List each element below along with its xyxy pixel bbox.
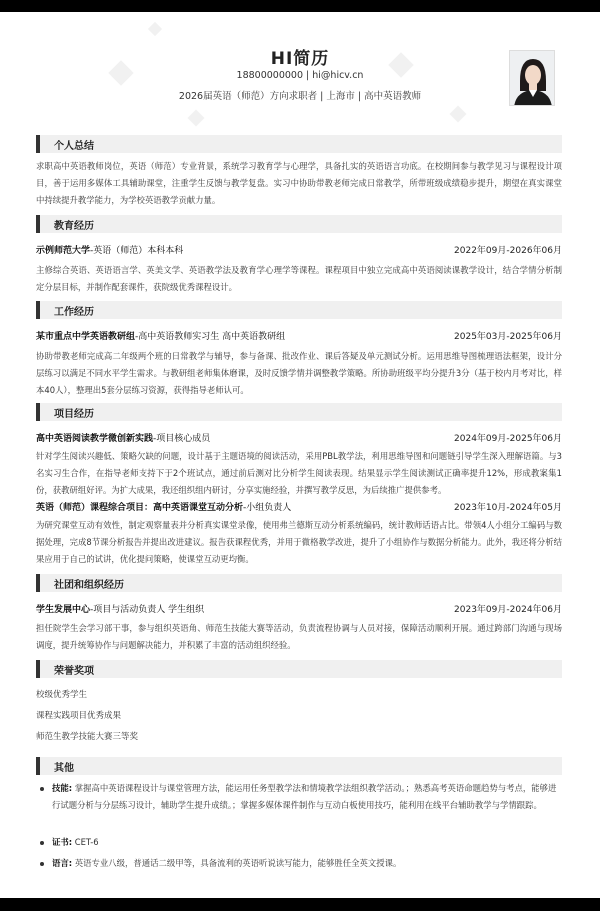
bullet-icon: [40, 787, 44, 791]
project-role: -小组负责人: [243, 503, 292, 513]
entry-title: [36, 431, 210, 444]
profile-photo: [509, 50, 555, 106]
club-entry-header: [36, 602, 562, 616]
school-detail: -英语（师范）本科本科: [90, 246, 184, 256]
job-intent-line: 2026届英语（师范）方向求职者 | 上海市 | 高中英语教师: [178, 91, 422, 102]
organization-name: 学生发展中心: [36, 605, 91, 615]
entry-date: 2024年09月-2025年06月: [454, 434, 562, 444]
item-label: 技能:: [52, 783, 73, 793]
entry-date: 2023年10月-2024年05月: [454, 503, 562, 513]
other-skills-item: [36, 780, 562, 832]
other-language-item: [36, 855, 562, 872]
project-name: 高中英语阅读教学微创新实践: [36, 434, 154, 444]
section-header-summary: [36, 135, 562, 153]
school-name: 示例师范大学: [36, 246, 91, 256]
section-title: 其他: [54, 763, 74, 774]
project-description: 针对学生阅读兴趣低、策略欠缺的问题，设计基于主题语境的阅读活动，采用PBL教学法，利用思维导图和问题链引导学生深入理解语篇。与3名实习生合作，在指导老师支持下于2个班试点，通过前后测对比分析学生阅读表现。结果显示学生阅读测试正确率提升12%，形成教案集1份，获教研组好评。为扩大成果，我还组织组内研讨，分享实施经验，并撰写教学反思，为后续推广提供参考。: [36, 451, 562, 495]
club-description: 担任院学生会学习部干事，参与组织英语角、师范生技能大赛等活动，负责流程协调与人员对接，保障活动顺利开展。通过跨部门沟通与现场调度，提升统筹协作与问题解决能力，并积累了丰富的活动组织经验。: [36, 623, 562, 650]
education-description: 主修综合英语、英语语言学、英美文学、英语教学法及教育学心理学等课程。课程项目中独立完成高中英语阅读课教学设计，结合学情分析制定分层目标，并制作配套课件，获院级优秀课程设计。: [36, 265, 562, 292]
club-role: -项目与活动负责人 学生组织: [90, 605, 205, 615]
project-entry-header: [36, 500, 562, 514]
section-title: 项目经历: [54, 409, 94, 420]
job-detail: -高中英语教师实习生 高中英语教研组: [135, 332, 286, 342]
candidate-name: HI简历: [270, 49, 330, 69]
employer-name: 某市重点中学英语教研组: [36, 332, 136, 342]
project-role: -项目核心成员: [153, 434, 211, 444]
resume-page: [0, 12, 600, 898]
section-title: 工作经历: [54, 307, 94, 318]
section-title: 个人总结: [54, 141, 94, 152]
bullet-icon: [40, 862, 44, 866]
education-entry-header: [36, 243, 562, 257]
entry-title: [36, 500, 291, 513]
person-portrait-icon: [510, 51, 555, 106]
other-certificate-item: [36, 834, 562, 851]
award-item: 校级优秀学生: [36, 690, 88, 700]
project-entry-header: [36, 431, 562, 445]
section-title: 教育经历: [54, 221, 94, 232]
work-description: 协助带教老师完成高二年级两个班的日常教学与辅导，参与备课、批改作业、课后答疑及单元测试分析。运用思维导图梳理语法框架，设计分层练习以满足不同水平学生需求。与教研组老师集体磨课，及时反馈学情并调整教学策略。所协助班级平均分提升3分（基于校内月考对比，样本40人），整理出5套分层练习资源，获得指导老师认可。: [36, 351, 562, 395]
bullet-text: [52, 780, 562, 814]
entry-date: 2023年09月-2024年06月: [454, 605, 562, 615]
item-label: 语言:: [52, 858, 73, 868]
section-header-work: [36, 301, 562, 319]
section-header-other: [36, 757, 562, 775]
section-header-clubs: [36, 574, 562, 592]
bullet-icon: [40, 841, 44, 845]
section-title: 社团和组织经历: [54, 580, 124, 591]
section-header-education: [36, 215, 562, 233]
contact-line: 18800000000 | hi@hicv.cn: [236, 70, 364, 81]
item-value: 掌握高中英语课程设计与课堂管理方法，能运用任务型教学法和情境教学法组织教学活动。；熟悉高考英语命题趋势与考点，能够进行试题分析与分层练习设计，辅助学生提升成绩。；掌握多媒体课件制作与互动白板使用技巧，能利用在线平台辅助教学与学情跟踪。: [52, 783, 557, 810]
project-description: 为研究课堂互动有效性，制定观察量表并分析真实课堂录像，使用弗兰德斯互动分析系统编码，统计教师话语占比。带领4人小组分工编码与数据处理，完成8节课分析报告并提出改进建议。报告获课程优秀，并用于微格教学改进，提升了小组协作与数据分析能力。此外，我还将分析结果应用于自己的试讲，优化提问策略，使课堂互动更均衡。: [36, 520, 562, 564]
entry-title: [36, 602, 204, 615]
award-item: 课程实践项目优秀成果: [36, 711, 122, 721]
entry-date: 2022年09月-2026年06月: [454, 246, 562, 256]
section-title: 荣誉奖项: [54, 666, 94, 677]
award-item: 师范生教学技能大赛三等奖: [36, 732, 139, 742]
work-entry-header: [36, 329, 562, 343]
bullet-text: [52, 855, 562, 872]
item-label: 证书:: [52, 837, 73, 847]
section-header-projects: [36, 403, 562, 421]
item-value: CET-6: [72, 837, 99, 847]
entry-date: 2025年03月-2025年06月: [454, 332, 562, 342]
item-value: 英语专业八级，普通话二级甲等，具备流利的英语听说读写能力，能够胜任全英文授课。: [72, 858, 402, 868]
summary-text: 求职高中英语教师岗位，英语（师范）专业背景，系统学习教育学与心理学，具备扎实的英语语言功底。在校期间参与教学见习与课程设计项目，善于运用多媒体工具辅助课堂，注重学生反馈与教学复盘。实习中协助带教老师完成日常教学，所带班级成绩稳步提升，期望在真实课堂中持续提升教学能力，为学校英语教学贡献力量。: [36, 161, 562, 205]
entry-title: [36, 243, 183, 256]
section-header-awards: [36, 660, 562, 678]
project-name: 英语（师范）课程综合项目：高中英语课堂互动分析: [36, 503, 244, 513]
entry-title: [36, 329, 285, 342]
bullet-text: [52, 834, 562, 851]
